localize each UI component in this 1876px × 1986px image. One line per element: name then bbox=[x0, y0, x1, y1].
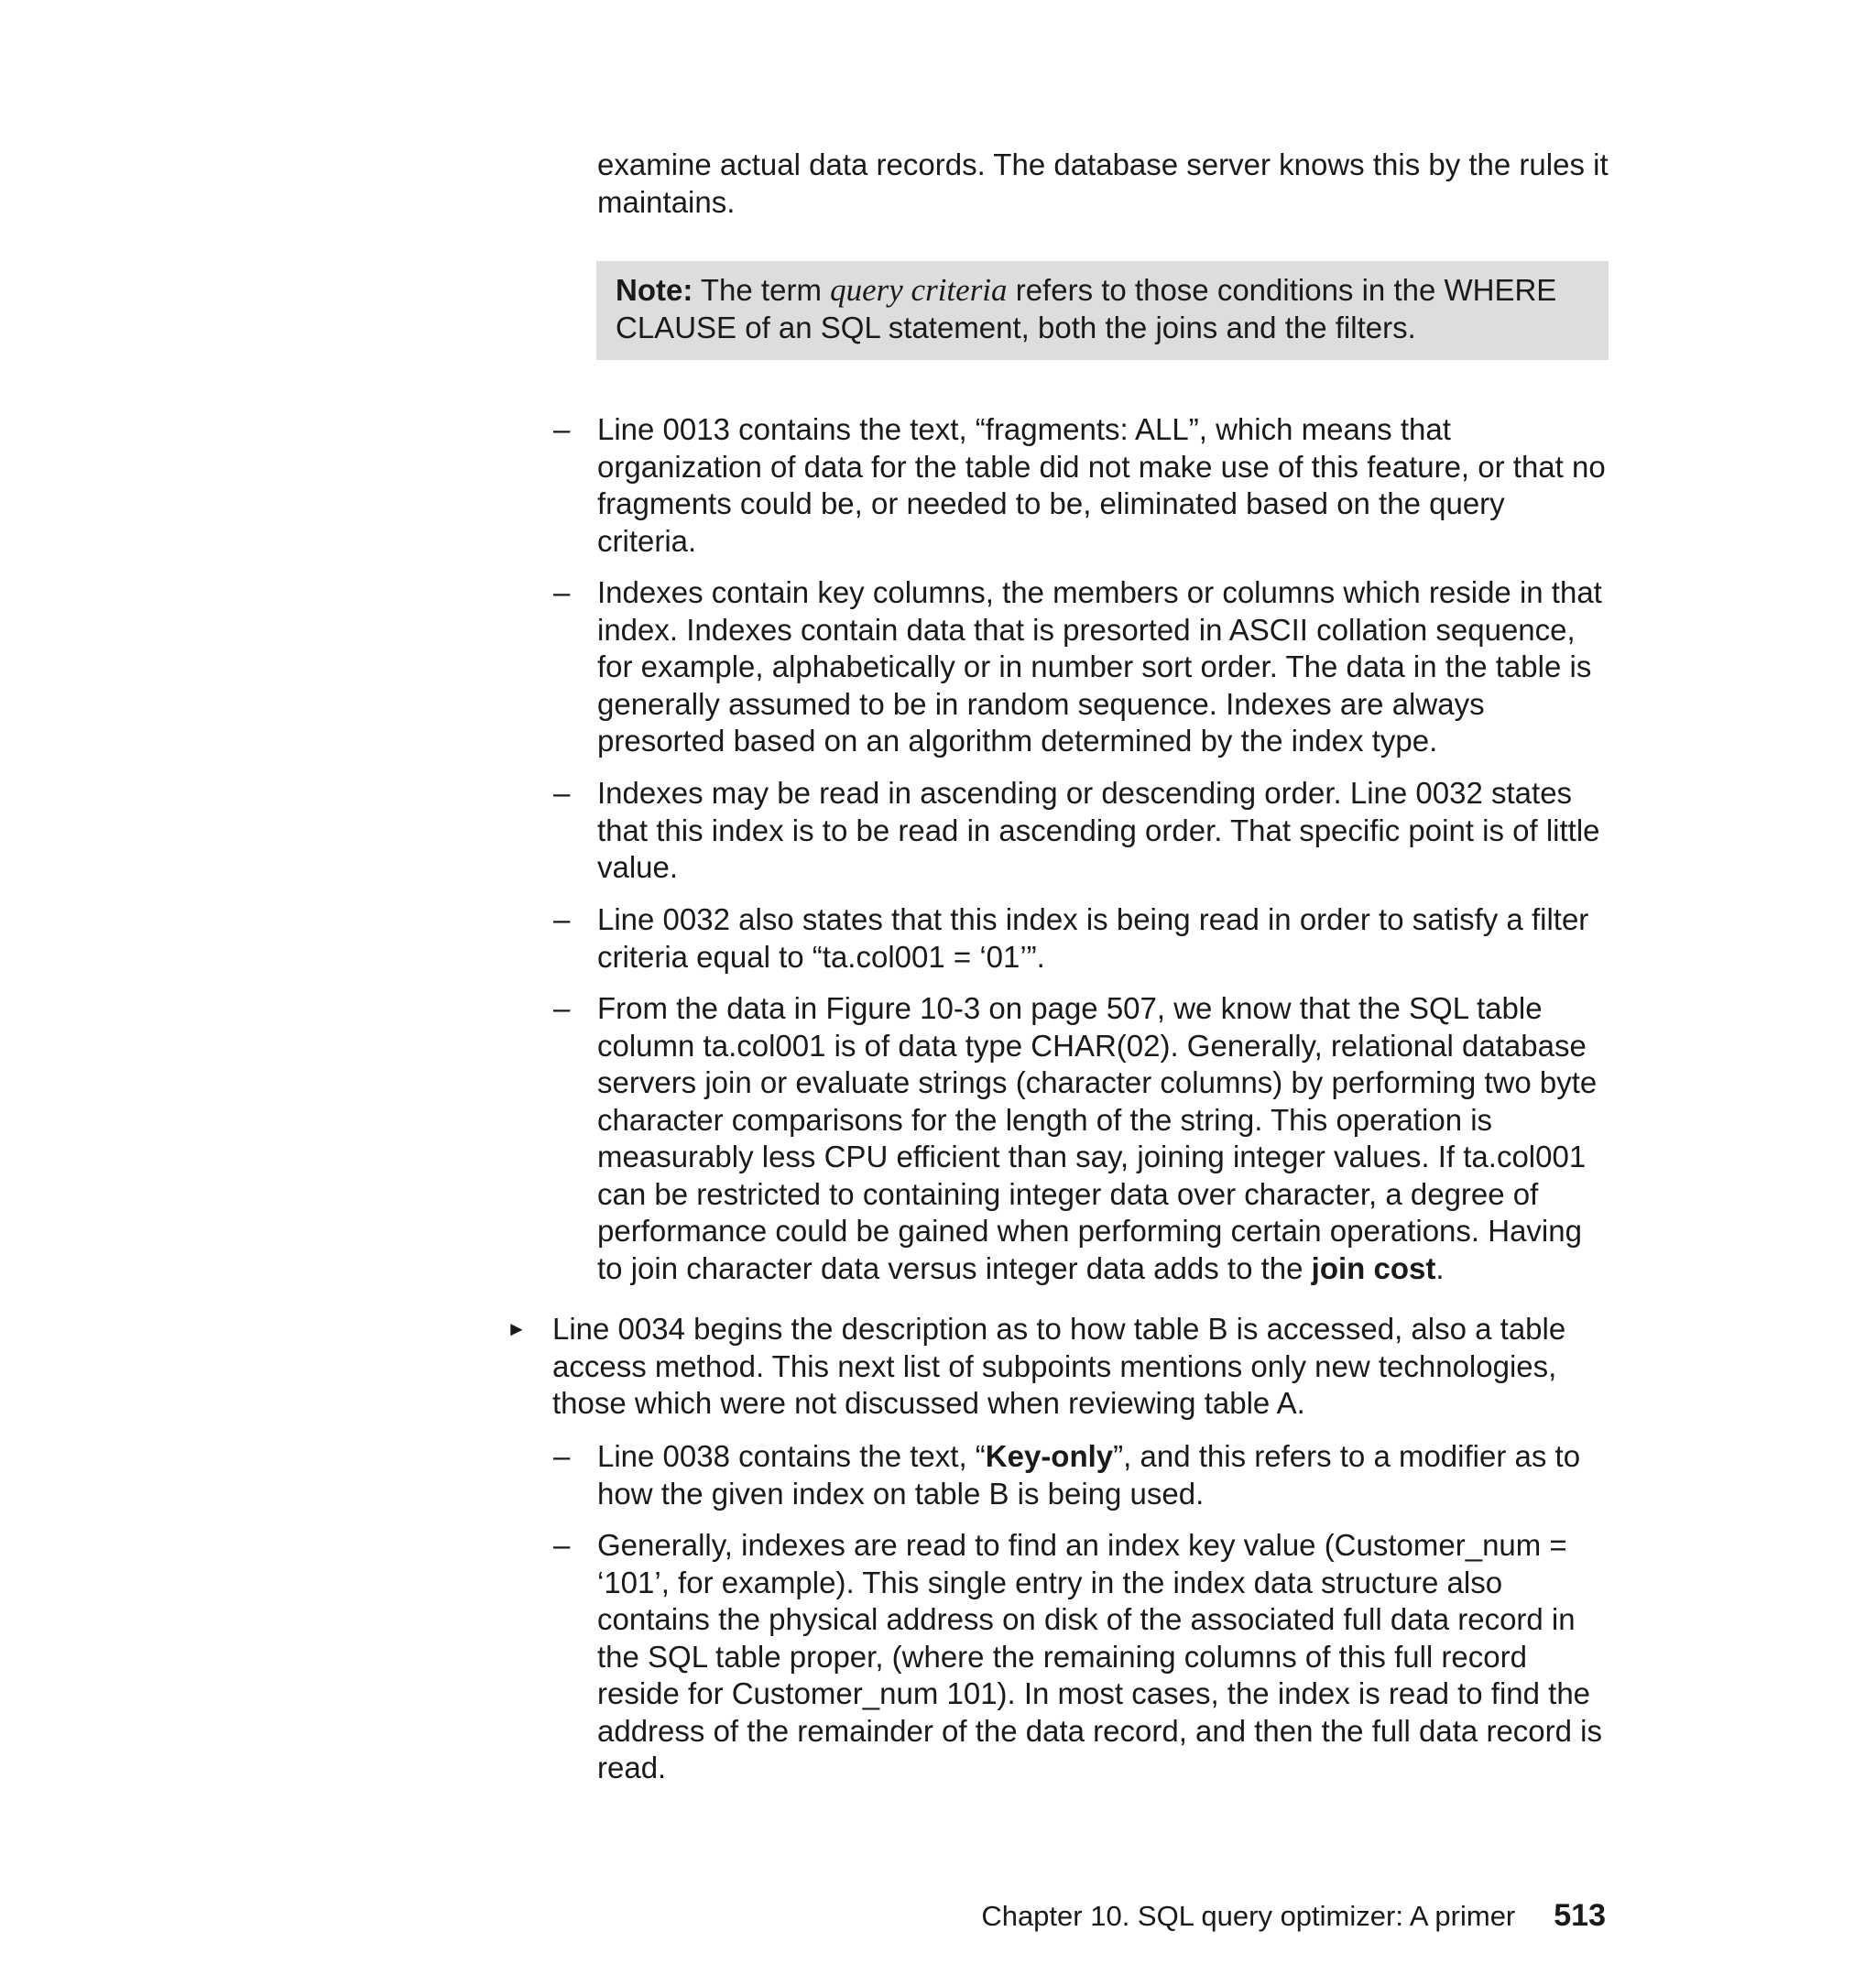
dash-bullet: – bbox=[553, 1528, 571, 1562]
text-segment: . bbox=[1435, 1250, 1445, 1285]
page-number: 513 bbox=[1554, 1898, 1606, 1933]
note-text-before: The term bbox=[693, 273, 831, 307]
text-segment: ”, and this refers to a modifier as to how the given index on table B is being used. bbox=[597, 1439, 1581, 1511]
text-segment: Line 0038 contains the text, “ bbox=[597, 1439, 986, 1473]
list-item bbox=[553, 574, 1607, 760]
list-item-text: Indexes contain key columns, the members or columns which reside in that index. Indexes contain data that is presorted in ASCII collation sequence, for example, alphabetically or in number sort order. The data in the table is generally assumed to be in random sequence. Indexes are always presorted based on an algorithm determined by the index type. bbox=[597, 575, 1602, 758]
list-item-text: Indexes may be read in ascending or descending order. Line 0032 states that this index is to be read in ascending order. That specific point is of little value. bbox=[597, 776, 1600, 884]
intro-paragraph: examine actual data records. The database server knows this by the rules it maintains. bbox=[597, 147, 1609, 219]
list-item-text: Line 0013 contains the text, “fragments: ALL”, which means that organization of data for the table did not make use of this feature, or that no fragments could be, or needed to be, eliminated based on the query criteria. bbox=[597, 412, 1606, 558]
list-item bbox=[553, 411, 1607, 560]
note-text-after: refers to those conditions in the WHERE CLAUSE of an SQL statement, both the joins and the filters. bbox=[616, 273, 1557, 344]
list-item-text bbox=[597, 1438, 1607, 1512]
list-item bbox=[553, 901, 1607, 976]
dash-bullet: – bbox=[553, 902, 571, 936]
bold-term-key-only: Key-only bbox=[985, 1439, 1114, 1473]
list-item-text bbox=[597, 990, 1607, 1287]
triangle-bullet-icon: ► bbox=[507, 1317, 527, 1340]
dash-bullet: – bbox=[553, 991, 571, 1025]
note-box bbox=[596, 261, 1609, 360]
dash-bullet: – bbox=[553, 575, 571, 609]
list-item bbox=[553, 775, 1607, 887]
list-item-text: Line 0032 also states that this index is being read in order to satisfy a filter criteria equal to “ta.col001 = ‘01’”. bbox=[597, 902, 1589, 974]
chapter-title: Chapter 10. SQL query optimizer: A primer bbox=[981, 1900, 1516, 1932]
list-item-text: Generally, indexes are read to find an index key value (Customer_num = ‘101’, for example). This single entry in the index data structure also contains the physical address on disk of the associated full data record in the SQL table proper, (where the remaining columns of this full record reside for Customer_num 101). In most cases, the index is read to find the address of the remainder of the data record, and then the full data record is read. bbox=[597, 1528, 1602, 1784]
list-item-text: Line 0034 begins the description as to how table B is accessed, also a table access method. This next list of subpoints mentions only new technologies, those which were not discussed when reviewing table A. bbox=[552, 1312, 1566, 1420]
note-term: query criteria bbox=[830, 272, 1008, 308]
note-label: Note: bbox=[616, 273, 693, 307]
list-item bbox=[553, 1438, 1607, 1512]
list-item bbox=[553, 1527, 1607, 1787]
text-segment: From the data in Figure 10-3 on page 507, we know that the SQL table column ta.col001 is of data type CHAR(02). Generally, relational database servers join or evaluate strings (character columns) by performing two byte character comparisons for the length of the string. This operation is measurably less CPU efficient than say, joining integer values. If ta.col001 can be restricted to containing integer data over character, a degree of performance could be gained when performing certain operations. Having to join character data versus integer data adds to the bbox=[597, 991, 1598, 1285]
list-item bbox=[553, 990, 1607, 1287]
dash-bullet: – bbox=[553, 412, 571, 446]
page-footer bbox=[981, 1897, 1606, 1935]
dash-bullet: – bbox=[553, 1439, 571, 1473]
dash-bullet: – bbox=[553, 776, 571, 810]
top-level-list-item bbox=[507, 1311, 1606, 1423]
bold-term-join-cost: join cost bbox=[1311, 1250, 1436, 1285]
